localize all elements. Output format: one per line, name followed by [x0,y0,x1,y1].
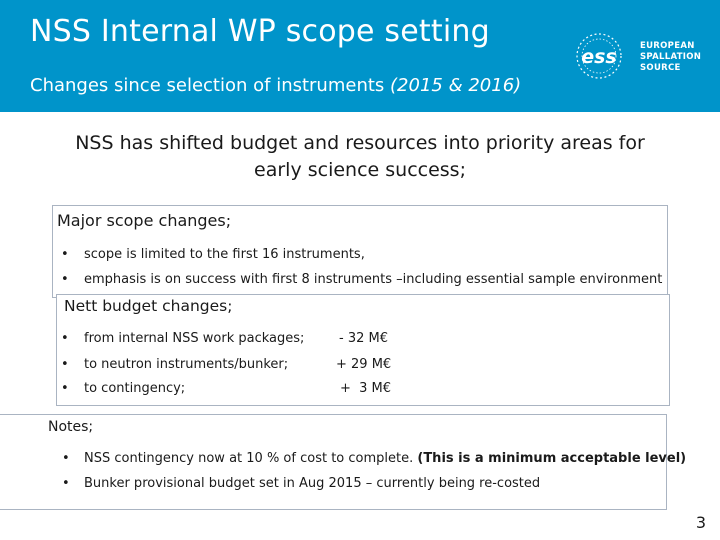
bullet: • [61,247,69,262]
bullet: • [61,331,69,346]
notes-item-1 [84,451,686,466]
budget-row-3-value: + 3 M€ [340,381,392,396]
budget-title: Nett budget changes; [64,297,233,315]
logo-line-2: SPALLATION [640,52,702,62]
notes-box [0,414,687,510]
major-scope-box [52,205,668,298]
subtitle-years: (2015 & 2016) [390,75,522,96]
lead-line-2: early science success; [254,159,466,181]
lead-line-1: NSS has shifted budget and resources into priority areas for [75,132,645,154]
notes-item-2: Bunker provisional budget set in Aug 2015 – currently being re-costed [84,476,541,491]
notes-title: Notes; [48,419,94,435]
major-item-2: emphasis is on success with first 8 instruments –including essential sample environment [84,272,663,287]
budget-box [56,294,670,406]
logo-line-3: SOURCE [640,63,681,73]
slide-title: NSS Internal WP scope setting [30,14,490,49]
bullet: • [61,272,69,287]
bullet: • [61,357,69,372]
lead-statement [40,130,680,184]
bullet: • [62,451,70,466]
page-number: 3 [695,513,706,532]
budget-row-2-value: + 29 M€ [336,357,392,372]
bullet: • [62,476,70,491]
slide-subtitle [30,75,521,96]
logo-wordmark [640,41,701,74]
svg-text:ess: ess [581,46,617,68]
notes-item-1-text: NSS contingency now at 10 % of cost to complete. [84,451,418,466]
budget-row-2-label: to neutron instruments/bunker; [84,357,289,372]
budget-row-1-label: from internal NSS work packages; [84,331,305,346]
header-bar [0,0,720,112]
bullet: • [61,381,69,396]
major-scope-title: Major scope changes; [57,211,232,230]
subtitle-main: Changes since selection of instruments [30,75,391,96]
budget-row-1-value: - 32 M€ [339,331,388,346]
logo-line-1: EUROPEAN [640,41,695,51]
notes-item-1-emphasis: (This is a minimum acceptable level) [417,451,687,466]
budget-row-3-label: to contingency; [84,381,186,396]
major-item-1: scope is limited to the first 16 instruments, [84,247,365,262]
